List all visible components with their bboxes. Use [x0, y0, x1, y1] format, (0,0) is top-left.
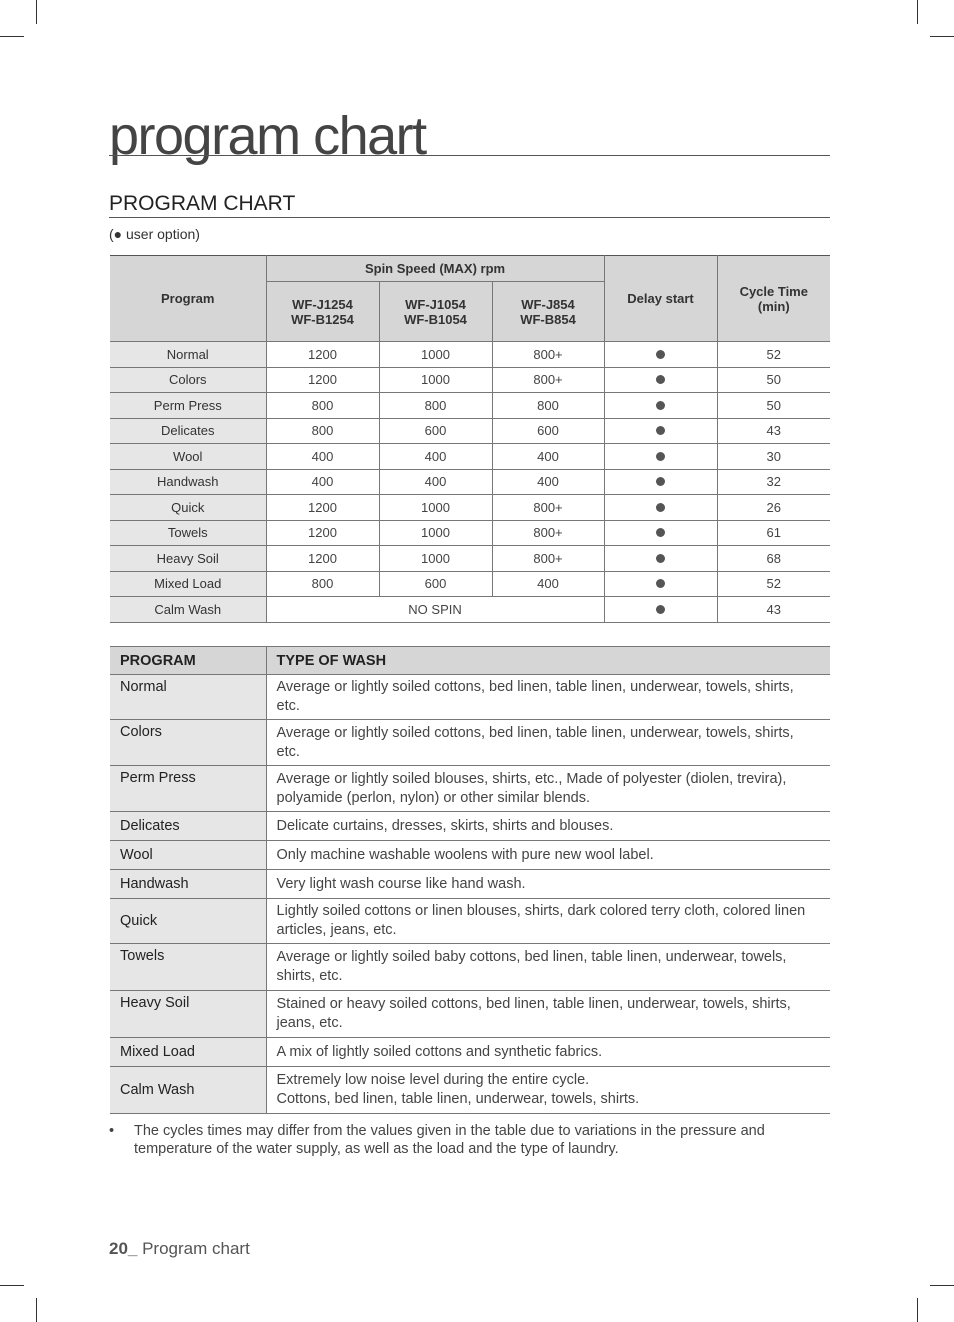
cycle-time-cell: 68 [717, 546, 830, 572]
type-of-wash-table [110, 646, 830, 1114]
wash-description-line: Average or lightly soiled blouses, shirts, etc., Made of polyester (diolen, trevira), polyamide (perlon, nylon) or other similar blends. [276, 770, 787, 806]
title-rule [109, 155, 830, 156]
program-chart-table [110, 255, 830, 623]
cycle-time-cell: 43 [717, 597, 830, 623]
spin-speed-cell: 1000 [379, 520, 492, 546]
delay-start-cell [604, 444, 717, 470]
table-row [110, 597, 830, 623]
program-name-cell: Handwash [110, 469, 266, 495]
wash-description-cell [266, 766, 830, 812]
spin-speed-cell: 1000 [379, 367, 492, 393]
spin-speed-cell: 800+ [492, 520, 604, 546]
wash-description-line: Delicate curtains, dresses, skirts, shirts and blouses. [276, 817, 614, 834]
header-model-1-label: WF-J1254 WF-B1254 [291, 296, 354, 327]
program-name-cell: Mixed Load [110, 1038, 266, 1067]
header-spin-speed: Spin Speed (MAX) rpm [266, 256, 604, 282]
program-name-cell: Quick [110, 899, 266, 944]
crop-mark [930, 1285, 954, 1286]
program-name-cell: Handwash [110, 870, 266, 899]
header-type-of-wash: TYPE OF WASH [266, 647, 830, 675]
wash-description-line: Extremely low noise level during the entire cycle. [276, 1072, 590, 1088]
crop-mark [36, 1298, 37, 1322]
wash-description-line: Average or lightly soiled cottons, bed linen, table linen, underwear, towels, shirts, etc. [276, 724, 794, 760]
header-model-1 [266, 282, 379, 342]
table-row [110, 393, 830, 419]
user-option-dot-icon [656, 350, 665, 359]
header-program: Program [110, 256, 266, 342]
header-cycle-time [717, 256, 830, 342]
table-row [110, 991, 830, 1038]
user-option-dot-icon [656, 605, 665, 614]
table-row [110, 520, 830, 546]
header-program: PROGRAM [110, 647, 266, 675]
spin-speed-cell: 1200 [266, 520, 379, 546]
delay-start-cell [604, 546, 717, 572]
spin-speed-cell: 800 [266, 418, 379, 444]
table-row [110, 720, 830, 766]
delay-start-cell [604, 597, 717, 623]
crop-mark [36, 0, 37, 24]
program-name-cell: Delicates [110, 812, 266, 841]
spin-speed-cell: 400 [266, 444, 379, 470]
cycle-time-cell: 50 [717, 393, 830, 419]
user-option-dot-icon [656, 503, 665, 512]
wash-description-cell [266, 944, 830, 991]
delay-start-cell [604, 367, 717, 393]
wash-description-line: Cottons, bed linen, table linen, underwear, towels, shirts. [276, 1091, 640, 1107]
spin-speed-cell: 800 [266, 393, 379, 419]
user-option-dot-icon [656, 426, 665, 435]
program-name-cell: Perm Press [110, 393, 266, 419]
spin-speed-cell: 1000 [379, 342, 492, 368]
user-option-dot-icon [656, 579, 665, 588]
cycle-time-cell: 50 [717, 367, 830, 393]
delay-start-cell [604, 469, 717, 495]
spin-speed-cell: 800 [492, 393, 604, 419]
footnote-text: The cycles times may differ from the values given in the table due to variations in the pressure and temperature of the water supply, as well as the load and the type of laundry. [134, 1123, 765, 1157]
spin-speed-cell: 400 [492, 444, 604, 470]
wash-description-line: Only machine washable woolens with pure new wool label. [276, 846, 654, 863]
wash-description-cell [266, 991, 830, 1038]
wash-description-line: Stained or heavy soiled cottons, bed linen, table linen, underwear, towels, shirts, jeans, etc. [276, 996, 791, 1031]
table-row [110, 495, 830, 521]
spin-speed-cell: 400 [266, 469, 379, 495]
cycle-time-cell: 52 [717, 571, 830, 597]
table-row [110, 1038, 830, 1067]
program-name-cell: Perm Press [110, 766, 266, 812]
bullet-icon: • [109, 1123, 115, 1139]
spin-speed-cell: 400 [379, 469, 492, 495]
spin-speed-cell: 600 [379, 571, 492, 597]
program-name-cell: Quick [110, 495, 266, 521]
table-row [110, 418, 830, 444]
delay-start-cell [604, 571, 717, 597]
wash-description-line: Average or lightly soiled cottons, bed linen, table linen, underwear, towels, shirts, etc. [276, 679, 794, 714]
table-row [110, 444, 830, 470]
table-row [110, 899, 830, 944]
header-cycle-time-label: Cycle Time (min) [739, 283, 808, 314]
table-row [110, 367, 830, 393]
table-row [110, 870, 830, 899]
header-delay-start: Delay start [604, 256, 717, 342]
program-name-cell: Mixed Load [110, 571, 266, 597]
spin-speed-cell: 800 [379, 393, 492, 419]
wash-description-cell [266, 1038, 830, 1067]
program-name-cell: Towels [110, 944, 266, 991]
crop-mark [0, 36, 24, 37]
page-number: 20_ [109, 1239, 138, 1258]
table-row [110, 675, 830, 720]
delay-start-cell [604, 418, 717, 444]
program-name-cell: Heavy Soil [110, 546, 266, 572]
table-row [110, 841, 830, 870]
wash-description-cell [266, 899, 830, 944]
program-name-cell: Towels [110, 520, 266, 546]
crop-mark [930, 36, 954, 37]
header-model-2-label: WF-J1054 WF-B1054 [404, 296, 467, 327]
spin-speed-cell: 400 [492, 571, 604, 597]
wash-description-cell [266, 720, 830, 766]
page-footer [109, 1239, 250, 1259]
header-model-2 [379, 282, 492, 342]
spin-speed-cell: 600 [492, 418, 604, 444]
spin-speed-cell: 600 [379, 418, 492, 444]
user-option-dot-icon [656, 452, 665, 461]
header-model-3-label: WF-J854 WF-B854 [520, 296, 576, 327]
spin-speed-cell: 400 [379, 444, 492, 470]
spin-speed-cell: 1000 [379, 495, 492, 521]
type-of-wash-body [110, 675, 830, 1114]
spin-speed-cell: 800 [266, 571, 379, 597]
crop-mark [917, 1298, 918, 1322]
delay-start-cell [604, 342, 717, 368]
table-row [110, 469, 830, 495]
program-name-cell: Delicates [110, 418, 266, 444]
section-title: PROGRAM CHART [109, 192, 296, 215]
wash-description-cell [266, 841, 830, 870]
wash-description-cell [266, 870, 830, 899]
user-option-dot-icon [656, 401, 665, 410]
table-row [110, 571, 830, 597]
program-chart-body [110, 342, 830, 623]
spin-speed-cell: 800+ [492, 367, 604, 393]
user-option-dot-icon [656, 528, 665, 537]
page-title: program chart [109, 106, 426, 166]
user-option-legend: (● user option) [109, 226, 200, 242]
program-name-cell: Heavy Soil [110, 991, 266, 1038]
spin-speed-cell: 800+ [492, 342, 604, 368]
wash-description-cell [266, 812, 830, 841]
header-model-3 [492, 282, 604, 342]
spin-speed-cell: 400 [492, 469, 604, 495]
spin-speed-cell: 1000 [379, 546, 492, 572]
wash-description-cell [266, 1067, 830, 1114]
program-name-cell: Calm Wash [110, 597, 266, 623]
cycle-time-cell: 32 [717, 469, 830, 495]
table-row [110, 812, 830, 841]
crop-mark [917, 0, 918, 24]
crop-mark [0, 1285, 24, 1286]
table-row [110, 944, 830, 991]
wash-description-cell [266, 675, 830, 720]
program-name-cell: Colors [110, 720, 266, 766]
cycle-time-cell: 30 [717, 444, 830, 470]
table-row [110, 546, 830, 572]
program-name-cell: Wool [110, 841, 266, 870]
user-option-dot-icon [656, 375, 665, 384]
cycle-time-cell: 52 [717, 342, 830, 368]
spin-speed-cell: NO SPIN [266, 597, 604, 623]
spin-speed-cell: 800+ [492, 546, 604, 572]
user-option-dot-icon [656, 554, 665, 563]
spin-speed-cell: 1200 [266, 546, 379, 572]
wash-description-line: A mix of lightly soiled cottons and synthetic fabrics. [276, 1043, 603, 1060]
section-rule [109, 217, 830, 218]
delay-start-cell [604, 520, 717, 546]
program-name-cell: Calm Wash [110, 1067, 266, 1114]
footer-label: Program chart [137, 1239, 250, 1258]
delay-start-cell [604, 495, 717, 521]
cycle-time-cell: 26 [717, 495, 830, 521]
user-option-dot-icon [656, 477, 665, 486]
program-name-cell: Normal [110, 342, 266, 368]
spin-speed-cell: 800+ [492, 495, 604, 521]
wash-description-line: Very light wash course like hand wash. [276, 875, 526, 892]
spin-speed-cell: 1200 [266, 367, 379, 393]
wash-description-line: Average or lightly soiled baby cottons, bed linen, table linen, underwear, towels, shirts, etc. [276, 949, 787, 984]
spin-speed-cell: 1200 [266, 495, 379, 521]
program-name-cell: Colors [110, 367, 266, 393]
table-row [110, 342, 830, 368]
table-row [110, 766, 830, 812]
program-name-cell: Normal [110, 675, 266, 720]
delay-start-cell [604, 393, 717, 419]
program-name-cell: Wool [110, 444, 266, 470]
spin-speed-cell: 1200 [266, 342, 379, 368]
cycle-time-cell: 61 [717, 520, 830, 546]
cycle-time-cell: 43 [717, 418, 830, 444]
wash-description-line: Lightly soiled cottons or linen blouses, shirts, dark colored terry cloth, colored linen articles, jeans, etc. [276, 903, 806, 938]
table-row [110, 1067, 830, 1114]
